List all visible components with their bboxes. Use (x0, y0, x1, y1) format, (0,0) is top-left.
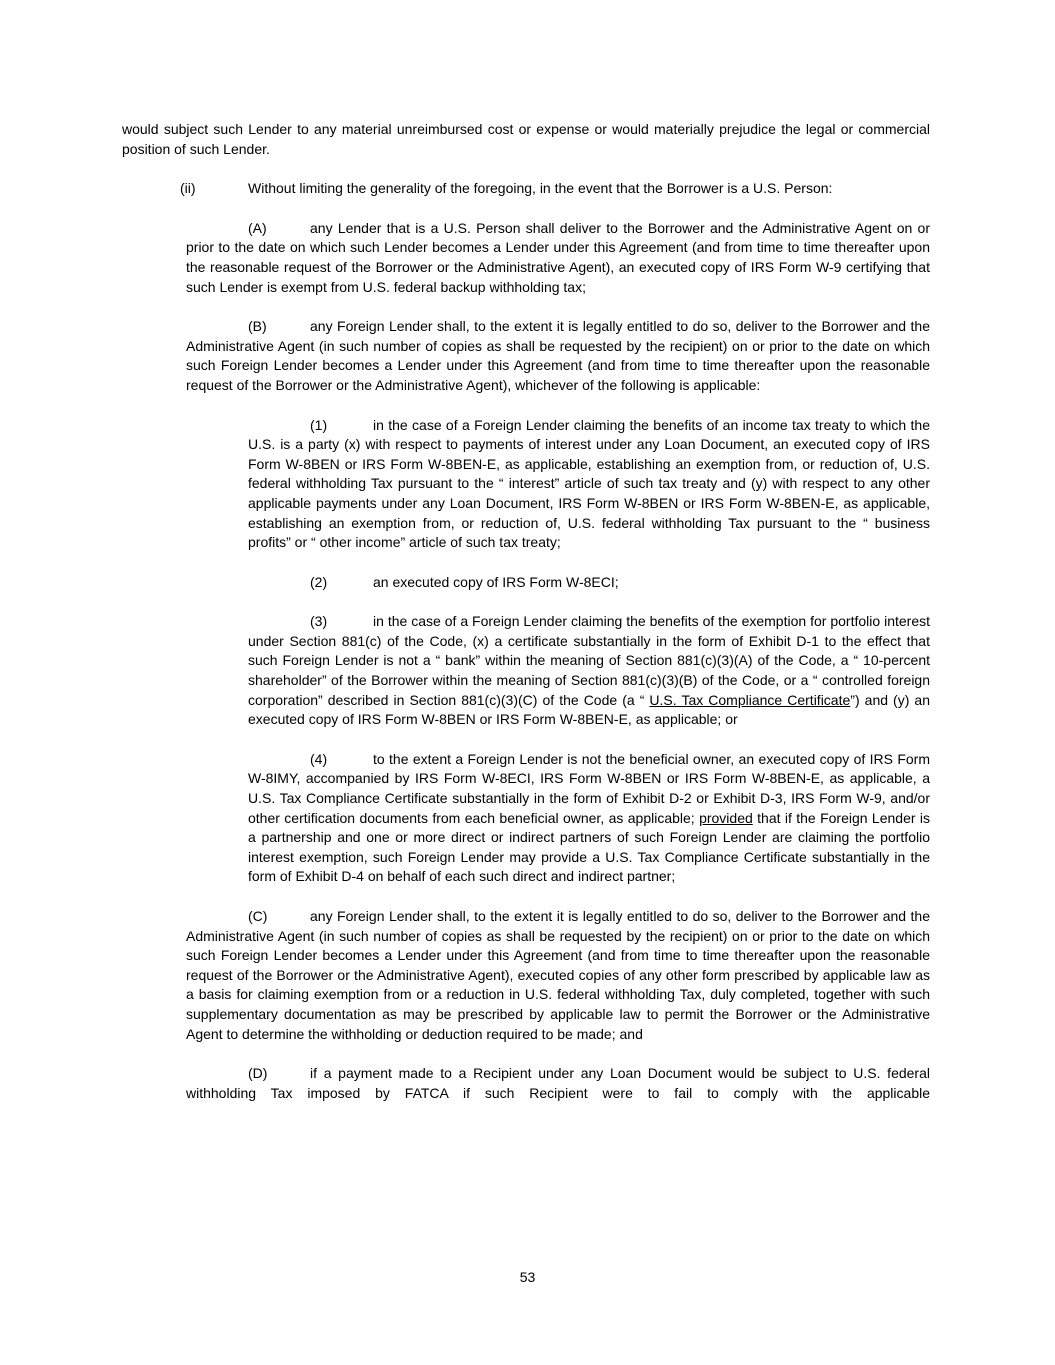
clause-C-text: any Foreign Lender shall, to the extent it is legally entitled to do so, deliver to the Borrower and the Administrative Agent (in such number of copies as shall be requested by the recipient) on or prior to the date on which such Foreign Lender becomes a Lender under this Agreement (and from time to time thereafter upon the reasonable request of the Borrower or the Administrative Agent), executed copies of any other form prescribed by applicable law as a basis for claiming exemption from or a reduction in U.S. federal withholding Tax, duly completed, together with such supplementary documentation as may be prescribed by applicable law to permit the Borrower or the Administrative Agent to determine the withholding or deduction required to be made; and (186, 908, 930, 1042)
clause-D-label: (D) (248, 1065, 268, 1082)
clause-3-text-pre: in the case of a Foreign Lender claiming the benefits of the exemption for portfolio interest under Section 881(c) of the Code, (x) a certificate substantially in the form of Exhibit D-1 to the effect that such Foreign Lender is not a “ bank” within the meaning of Section 881(c)(3)(A) of the Code, a “ 10-percent shareholder” of the Borrower within the meaning of Section 881(c)(3)(B) of the Code, or a “ controlled foreign corporation” described in Section 881(c)(3)(C) of the Code (a “ (248, 613, 930, 708)
clause-B-label: (B) (248, 318, 267, 335)
clause-4-label: (4) (310, 750, 328, 767)
clause-D (122, 1064, 930, 1103)
clause-1-text: in the case of a Foreign Lender claiming the benefits of an income tax treaty to which the U.S. is a party (x) with respect to payments of interest under any Loan Document, an executed copy of IRS Form W-8BEN or IRS Form W-8BEN-E, as applicable, establishing an exemption from, or reduction of, U.S. federal withholding Tax pursuant to the “ interest” article of such tax treaty and (y) with respect to any other applicable payments under any Loan Document, IRS Form W-8BEN or IRS Form W-8BEN-E, as applicable, establishing an exemption from, or reduction of, U.S. federal withholding Tax pursuant to the “ business profits” or “ other income” article of such tax treaty; (248, 416, 930, 551)
clause-2-label: (2) (310, 573, 328, 590)
clause-A-text: any Lender that is a U.S. Person shall deliver to the Borrower and the Administrative Agent on or prior to the date on which such Lender becomes a Lender under this Agreement (and from time to time thereafter upon the reasonable request of the Borrower or the Administrative Agent), an executed copy of IRS Form W-9 certifying that such Lender is exempt from U.S. federal backup withholding tax; (186, 219, 930, 295)
clause-1-label: (1) (310, 416, 328, 433)
intro-paragraph (122, 120, 930, 159)
clause-4-text-post: that if the Foreign Lender is a partnership and one or more direct or indirect partners of such Foreign Lender are claiming the portfolio interest exemption, such Foreign Lender may provide a U.S. Tax Compliance Certificate substantially in the form of Exhibit D-4 on behalf of each such direct and indirect partner; (248, 809, 931, 885)
clause-3-text-post: ”) and (y) an executed copy of IRS Form W-8BEN or IRS Form W-8BEN-E, as applicable; or (248, 691, 931, 728)
clause-1 (122, 416, 930, 553)
clause-4-proviso-term: provided (699, 809, 753, 826)
document-body (122, 120, 930, 1103)
clause-3 (122, 612, 930, 730)
clause-C-label: (C) (248, 908, 268, 924)
clause-B (122, 317, 930, 395)
clause-4-text-pre: to the extent a Foreign Lender is not the beneficial owner, an executed copy of IRS Form W-8IMY, accompanied by IRS Form W-8ECI, IRS Form W-8BEN or IRS Form W-8BEN-E, as applicable, a U.S. Tax Compliance Certificate substantially in the form of Exhibit D-2 or Exhibit D-3, IRS Form W-9, and/or other certification documents from each beneficial owner, as applicable; (248, 750, 930, 826)
page-number: 53 (519, 1269, 536, 1285)
clause-A (122, 219, 930, 297)
clause-ii-label: (ii) (180, 180, 196, 197)
intro-text: would subject such Lender to any material unreimbursed cost or expense or would materially prejudice the legal or commercial position of such Lender. (122, 121, 930, 157)
clause-ii (122, 179, 930, 199)
clause-3-defined-term: U.S. Tax Compliance Certificate (649, 691, 851, 708)
clause-ii-text: Without limiting the generality of the foregoing, in the event that the Borrower is a U.S. Person: (248, 180, 833, 197)
clause-3-label: (3) (310, 613, 328, 630)
clause-B-text: any Foreign Lender shall, to the extent it is legally entitled to do so, deliver to the Borrower and the Administrative Agent (in such number of copies as shall be requested by the recipient) on or prior to the date on which such Foreign Lender becomes a Lender under this Agreement (and from time to time thereafter upon the reasonable request of the Borrower or the Administrative Agent), whichever of the following is applicable: (186, 318, 930, 393)
clause-C (122, 907, 930, 1044)
clause-D-text: if a payment made to a Recipient under any Loan Document would be subject to U.S. federal withholding Tax imposed by FATCA if such Recipient were to fail to comply with the applicable (186, 1065, 930, 1101)
clause-2 (122, 573, 930, 593)
clause-4 (122, 750, 930, 887)
clause-2-text: an executed copy of IRS Form W-8ECI; (373, 573, 619, 590)
clause-A-label: (A) (248, 219, 267, 236)
